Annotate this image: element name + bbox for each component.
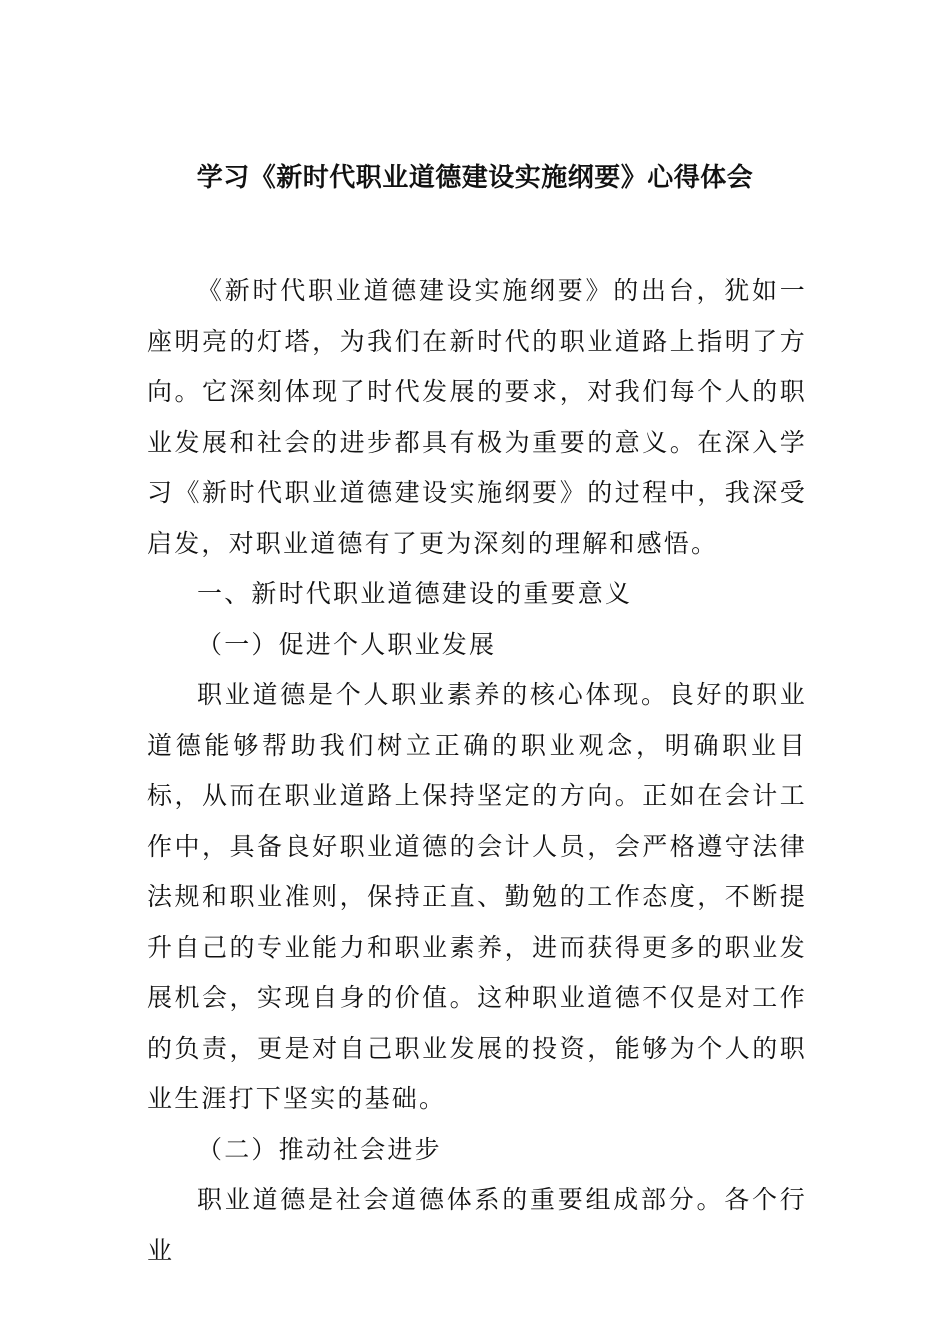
document-title: 学习《新时代职业道德建设实施纲要》心得体会 <box>196 163 754 193</box>
section-heading: 一、新时代职业道德建设的重要意义 <box>197 579 633 608</box>
intro-paragraph: 《新时代职业道德建设实施纲要》的出台，犹如一座明亮的灯塔，为我们在新时代的职业道路上指明了方向。它深刻体现了时代发展的要求，对我们每个人的职业发展和社会的进步都具有极为重要的意义。在深入学习《新时代职业道德建设实施纲要》的过程中，我深受启发，对职业道德有了更为深刻的理解和感悟。 <box>147 276 807 558</box>
paragraph-social-progress: 职业道德是社会道德体系的重要组成部分。各个行业 <box>147 1185 807 1265</box>
subheading-2: （二）推动社会进步 <box>197 1134 442 1164</box>
subheading-1: （一）促进个人职业发展 <box>197 629 497 659</box>
paragraph-personal-development: 职业道德是个人职业素养的核心体现。良好的职业道德能够帮助我们树立正确的职业观念，明确职业目标，从而在职业道路上保持坚定的方向。正如在会计工作中，具备良好职业道德的会计人员，会严格遵守法律法规和职业准则，保持正直、勤勉的工作态度，不断提升自己的专业能力和职业素养，进而获得更多的职业发展机会，实现自身的价值。这种职业道德不仅是对工作的负责，更是对自己职业发展的投资，能够为个人的职业生涯打下坚实的基础。 <box>147 680 807 1113</box>
document-body <box>147 266 807 1276</box>
